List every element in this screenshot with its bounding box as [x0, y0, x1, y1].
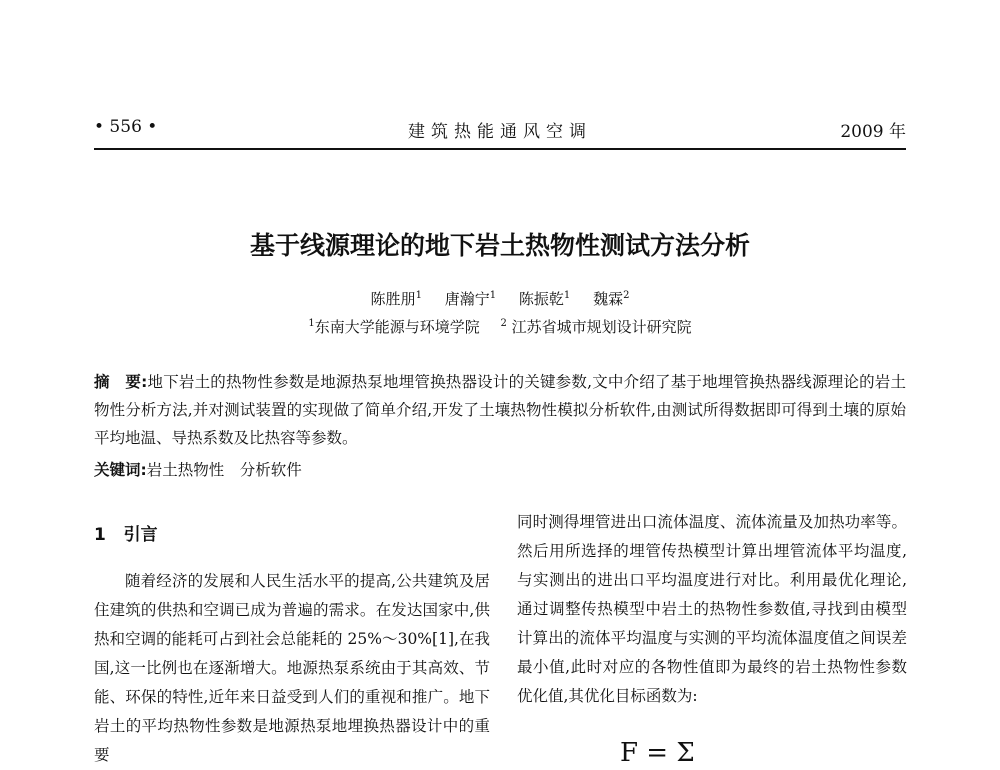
author: 陈振乾$^1$	[518, 290, 571, 308]
header-rule	[94, 148, 906, 150]
objective-formula: F = Σ	[620, 738, 695, 768]
affiliation: $^2$ 江苏省城市规划设计研究院	[500, 318, 692, 336]
abstract-text: 地下岩土的热物性参数是地源热泵地埋管换热器设计的关键参数,文中介绍了基于地埋管换热器线源理论的岩土物性分析方法,并对测试装置的实现做了简单介绍,开发了土壤热物性模拟分析软件,由测试所得数据即可得到土壤的原始平均地温、导热系数及比热容等参数。	[94, 373, 906, 447]
abstract	[94, 368, 906, 452]
affiliation-list	[0, 316, 1000, 337]
affiliation: $^1$东南大学能源与环境学院	[308, 318, 480, 336]
page-number: • 556 •	[94, 117, 158, 137]
left-column	[94, 520, 490, 770]
author: 陈胜朋$^1$	[370, 290, 422, 308]
author: 魏霖$^2$	[593, 290, 630, 308]
intro-paragraph: 随着经济的发展和人民生活水平的提高,公共建筑及居住建筑的供热和空调已成为普遍的需求。在发达国家中,供热和空调的能耗可占到社会总能耗的 25%～30%[1],在我国,这一比例也在逐渐增大。地源热泵系统由于其高效、节能、环保的特性,近年来日益受到人们的重视和推广。地下岩土的平均热物性参数是地源热泵地埋换热器设计中的重要	[94, 572, 490, 764]
keywords-text: 岩土热物性 分析软件	[146, 461, 302, 479]
paper-title: 基于线源理论的地下岩土热物性测试方法分析	[249, 231, 750, 260]
right-column	[517, 508, 907, 711]
author-list	[0, 288, 1000, 309]
publication-year: 2009 年	[840, 122, 906, 142]
method-paragraph: 同时测得埋管进出口流体温度、流体流量及加热功率等。然后用所选择的埋管传热模型计算出埋管流体平均温度,与实测出的进出口平均温度进行对比。利用最优化理论,通过调整传热模型中岩土的热物性参数值,寻找到由模型计算出的流体平均温度与实测的平均流体温度值之间误差最小值,此时对应的各物性值即为最终的岩土热物性参数优化值,其优化目标函数为:	[517, 513, 907, 705]
keywords-label: 关键词:	[94, 461, 147, 479]
journal-name: 建筑热能通风空调	[408, 122, 592, 142]
abstract-label: 摘 要:	[94, 373, 148, 391]
section-heading: 1 引言	[94, 525, 158, 545]
page-header	[94, 117, 906, 143]
keywords	[94, 456, 906, 484]
author: 唐瀚宁$^1$	[444, 290, 497, 308]
